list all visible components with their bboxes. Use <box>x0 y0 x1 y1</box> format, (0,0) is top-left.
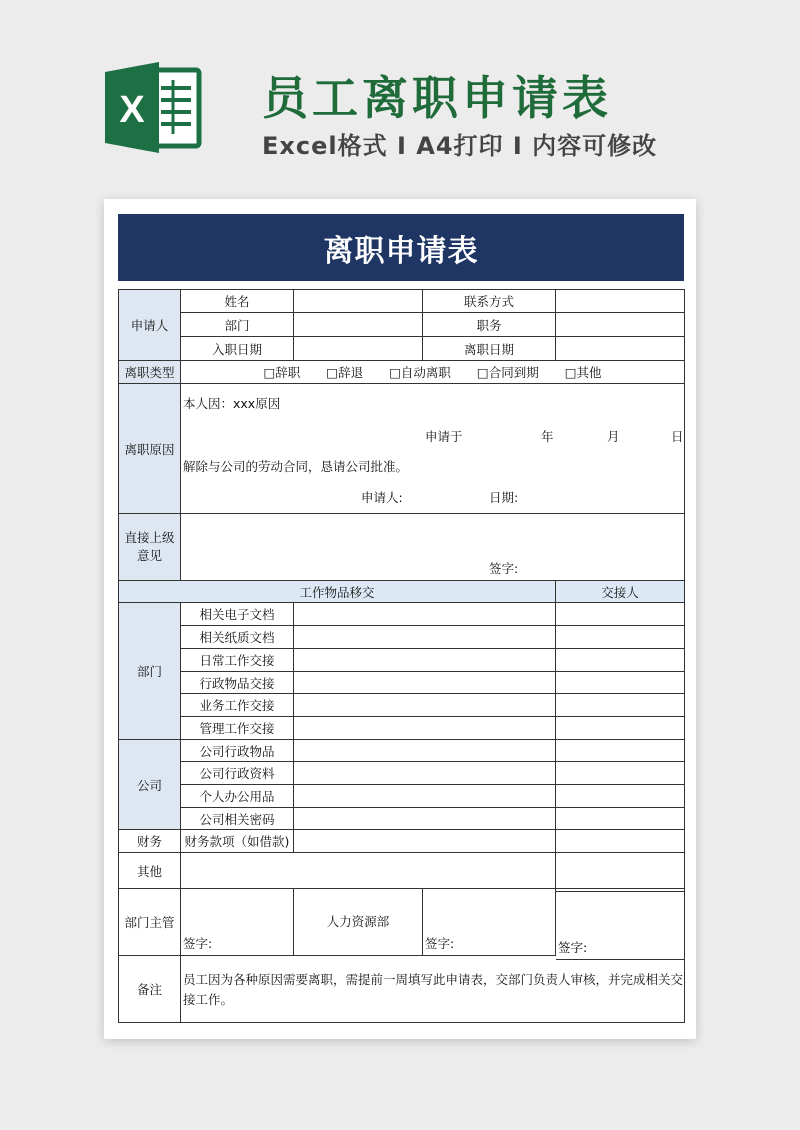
name-label: 姓名 <box>181 290 294 313</box>
dept-manager-label: 部门主管 <box>119 889 181 956</box>
page-title: 员工离职申请表 <box>262 71 612 125</box>
receiver-field[interactable] <box>556 649 685 672</box>
name-field[interactable] <box>294 290 423 313</box>
receiver-field[interactable] <box>556 694 685 717</box>
join-date-field[interactable] <box>294 337 423 361</box>
company-item-label: 公司行政物品 <box>181 740 294 762</box>
receiver-field[interactable] <box>556 785 685 808</box>
receiver-field[interactable] <box>556 762 685 785</box>
dept-item-label: 业务工作交接 <box>181 694 294 717</box>
contact-label: 联系方式 <box>423 290 556 313</box>
dept-item-label: 日常工作交接 <box>181 649 294 672</box>
dept-item-field[interactable] <box>294 649 556 672</box>
supervisor-opinion-field[interactable] <box>181 514 685 581</box>
signature-label: 签字: <box>558 940 588 955</box>
logo-letter: X <box>119 89 145 131</box>
dept-item-label: 相关电子文档 <box>181 603 294 626</box>
company-item-field[interactable] <box>294 740 556 762</box>
dept-group-label: 部门 <box>119 603 181 740</box>
company-item-field[interactable] <box>294 785 556 808</box>
hr-label: 人力资源部 <box>294 889 423 956</box>
receiver-field[interactable] <box>556 717 685 740</box>
leave-date-label: 离职日期 <box>423 337 556 361</box>
dept-item-field[interactable] <box>294 694 556 717</box>
reason-day: 日 <box>671 429 684 444</box>
signature-label: 签字: <box>183 936 213 951</box>
reason-field[interactable] <box>181 384 685 514</box>
applicant-section-label: 申请人 <box>119 290 181 361</box>
finance-label: 财务 <box>119 830 181 853</box>
dept-item-field[interactable] <box>294 717 556 740</box>
dept-item-label: 行政物品交接 <box>181 672 294 694</box>
supervisor-opinion-label: 直接上级意见 <box>119 514 181 581</box>
dept-item-field[interactable] <box>294 603 556 626</box>
receiver-field[interactable] <box>556 808 685 830</box>
company-item-label: 公司行政资料 <box>181 762 294 785</box>
excel-icon <box>103 60 203 155</box>
page-subtitle: Excel格式 I A4打印 I 内容可修改 <box>262 132 658 160</box>
receiver-field[interactable] <box>556 740 685 762</box>
contact-field[interactable] <box>556 290 685 313</box>
finance-item-field[interactable] <box>294 830 556 853</box>
dept-item-label: 管理工作交接 <box>181 717 294 740</box>
dept-item-field[interactable] <box>294 672 556 694</box>
type-option-voluntary[interactable]: □自动离职 <box>389 365 451 380</box>
dept-field[interactable] <box>294 313 423 337</box>
reason-applicant: 申请人: <box>361 490 403 505</box>
reason-label: 离职原因 <box>119 384 181 514</box>
receiver-field[interactable] <box>556 830 685 853</box>
reason-apply-on: 申请于 <box>425 429 463 444</box>
company-item-field[interactable] <box>294 762 556 785</box>
notes-label: 备注 <box>119 956 181 1023</box>
company-item-label: 个人办公用品 <box>181 785 294 808</box>
supervisor-signature-label: 签字: <box>489 561 519 576</box>
dept-manager-signature-field[interactable] <box>181 889 294 956</box>
hr-signature-field[interactable] <box>423 889 556 956</box>
company-group-label: 公司 <box>119 740 181 830</box>
position-field[interactable] <box>556 313 685 337</box>
form-title: 离职申请表 <box>118 214 684 281</box>
leave-type-options <box>181 361 685 384</box>
finance-item-label: 财务款项（如借款) <box>181 830 294 853</box>
hero-banner <box>0 0 800 190</box>
type-option-other[interactable]: □其他 <box>564 365 602 380</box>
company-item-field[interactable] <box>294 808 556 830</box>
position-label: 职务 <box>423 313 556 337</box>
leave-date-field[interactable] <box>556 337 685 361</box>
dept-item-label: 相关纸质文档 <box>181 626 294 649</box>
type-option-resign[interactable]: □辞职 <box>263 365 301 380</box>
reason-month: 月 <box>607 429 620 444</box>
other-label: 其他 <box>119 853 181 889</box>
leave-type-label: 离职类型 <box>119 361 181 384</box>
notes-text: 员工因为各种原因需要离职，需提前一周填写此申请表，交部门负责人审核，并完成相关交接工作。 <box>181 956 685 1023</box>
receiver-field[interactable] <box>556 853 685 889</box>
gm-signature-field[interactable] <box>556 891 685 960</box>
join-date-label: 入职日期 <box>181 337 294 361</box>
reason-line-1: 本人因：xxx原因 <box>183 396 281 411</box>
handover-header: 工作物品移交 <box>119 581 556 603</box>
signature-label: 签字: <box>425 936 455 951</box>
other-field[interactable] <box>181 853 556 889</box>
reason-line-3: 解除与公司的劳动合同，恳请公司批准。 <box>183 459 409 474</box>
dept-item-field[interactable] <box>294 626 556 649</box>
reason-date: 日期: <box>489 490 519 505</box>
reason-year: 年 <box>541 429 554 444</box>
type-option-contract-end[interactable]: □合同到期 <box>476 365 539 380</box>
dept-label: 部门 <box>181 313 294 337</box>
receiver-header: 交接人 <box>556 581 685 603</box>
company-item-label: 公司相关密码 <box>181 808 294 830</box>
type-option-dismissed[interactable]: □辞退 <box>326 365 364 380</box>
receiver-field[interactable] <box>556 672 685 694</box>
receiver-field[interactable] <box>556 626 685 649</box>
receiver-field[interactable] <box>556 603 685 626</box>
